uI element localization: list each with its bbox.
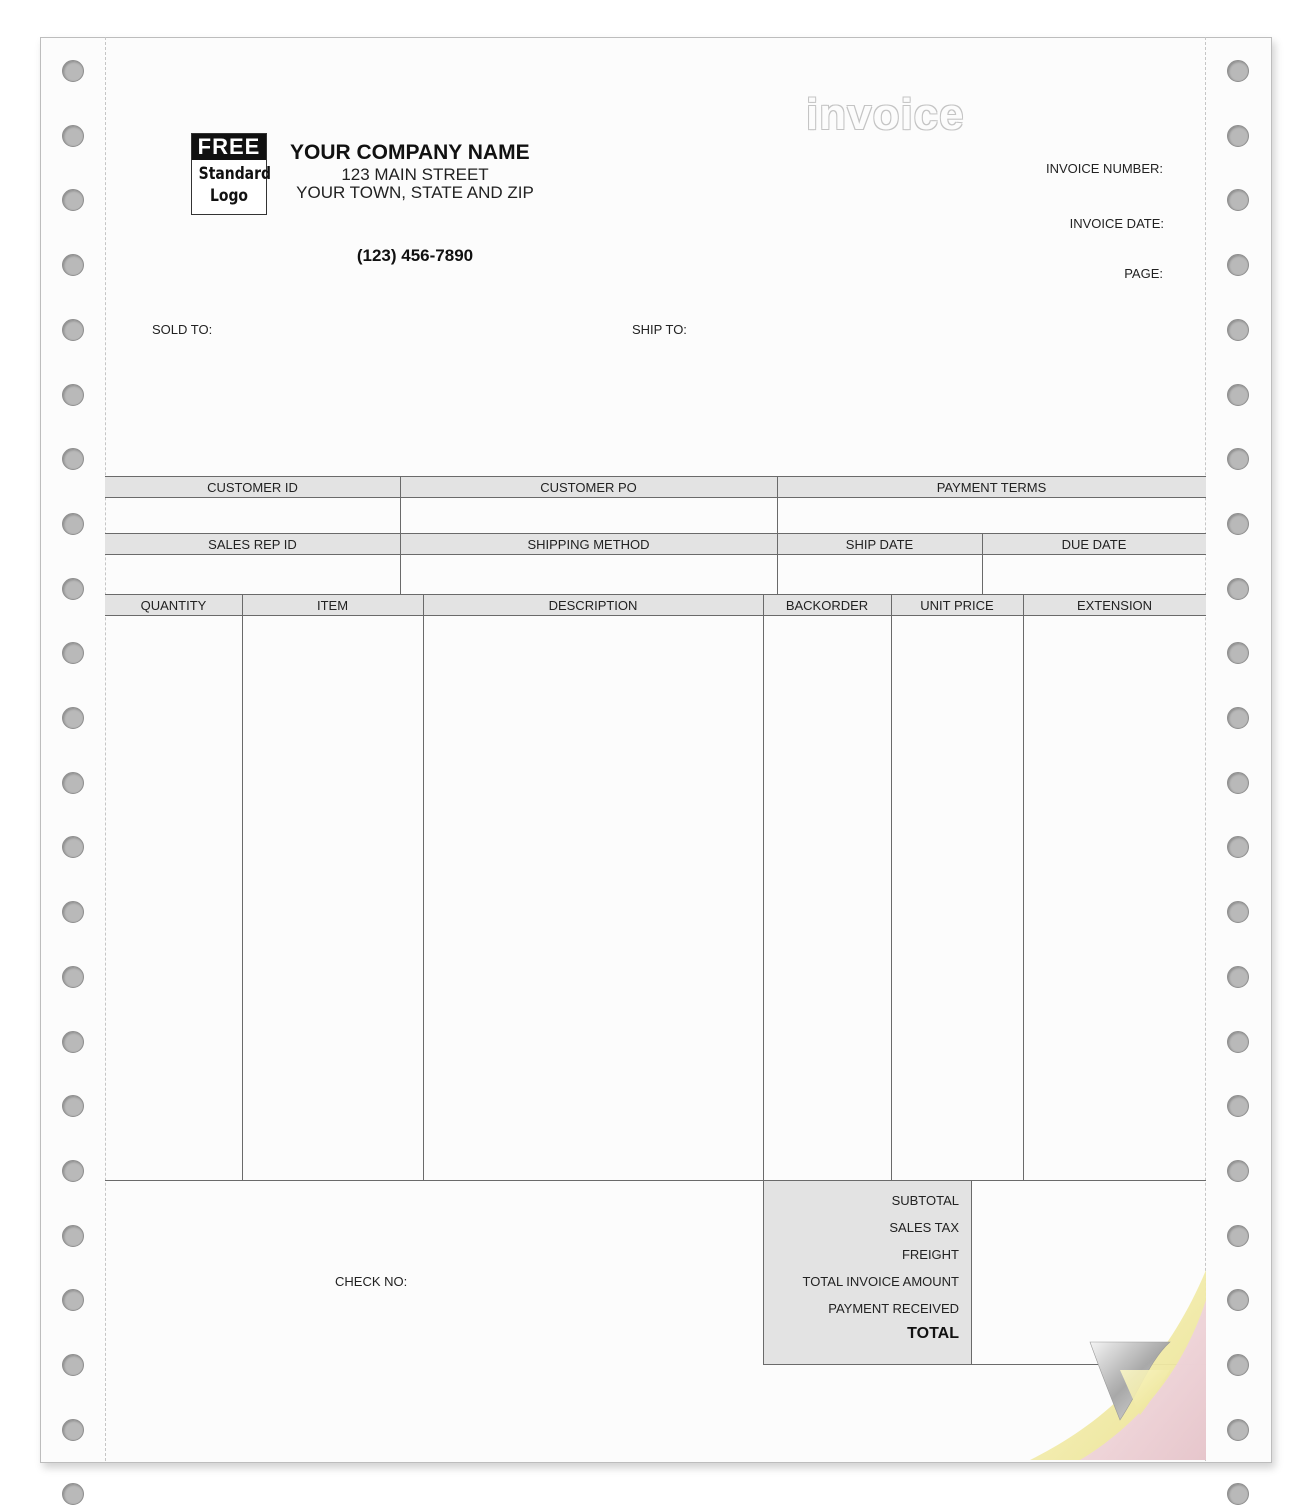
left-feed-hole: [62, 1483, 84, 1505]
page-label: PAGE:: [1124, 266, 1163, 281]
left-feed-hole: [62, 60, 84, 82]
sales-rep-id-header: SALES REP ID: [105, 534, 400, 554]
sold-to-label: SOLD TO:: [152, 322, 213, 337]
customer-po-header: CUSTOMER PO: [400, 477, 777, 497]
logo-line-logo: Logo: [209, 186, 249, 206]
left-feed-hole: [62, 1160, 84, 1182]
invoice-number-label: INVOICE NUMBER:: [1045, 161, 1163, 176]
right-feed-hole: [1227, 1419, 1249, 1441]
right-feed-hole: [1227, 901, 1249, 923]
right-feed-hole: [1227, 578, 1249, 600]
left-feed-hole: [62, 901, 84, 923]
quantity-header: QUANTITY: [105, 595, 242, 615]
curled-copies-corner: [1000, 1260, 1210, 1460]
rule-items-top: [105, 594, 1206, 595]
right-feed-hole: [1227, 513, 1249, 535]
left-feed-hole: [62, 772, 84, 794]
description-header: DESCRIPTION: [423, 595, 763, 615]
divider-v1: [400, 476, 401, 594]
left-feed-hole: [62, 1354, 84, 1376]
invoice-date-label: INVOICE DATE:: [1069, 216, 1164, 231]
divider-v4: [242, 594, 243, 1181]
divider-v3: [982, 533, 983, 594]
rule-row2-header-bottom: [105, 554, 1206, 555]
left-feed-hole: [62, 966, 84, 988]
backorder-header: BACKORDER: [763, 595, 891, 615]
item-header: ITEM: [242, 595, 423, 615]
invoice-watermark: invoice: [806, 90, 965, 139]
right-feed-hole: [1227, 1225, 1249, 1247]
right-feed-hole: [1227, 384, 1249, 406]
rule-items-header-bottom: [105, 615, 1206, 616]
company-phone: (123) 456-7890: [356, 246, 474, 265]
subtotal-label: SUBTOTAL: [891, 1193, 959, 1208]
right-feed-hole: [1227, 772, 1249, 794]
left-feed-hole: [62, 1225, 84, 1247]
payment-received-label: PAYMENT RECEIVED: [828, 1301, 959, 1316]
right-perforation: [1205, 37, 1206, 1461]
right-feed-hole: [1227, 1483, 1249, 1505]
right-feed-hole: [1227, 1031, 1249, 1053]
sales-tax-label: SALES TAX: [889, 1220, 959, 1235]
divider-v2: [777, 476, 778, 594]
rule-row1-top: [105, 476, 1206, 477]
right-feed-hole: [1227, 125, 1249, 147]
logo-free-label: FREE: [192, 134, 266, 160]
total-invoice-amount-label: TOTAL INVOICE AMOUNT: [802, 1274, 959, 1289]
freight-label: FREIGHT: [901, 1247, 959, 1262]
right-feed-hole: [1227, 60, 1249, 82]
left-feed-hole: [62, 384, 84, 406]
rule-items-bottom: [105, 1180, 1206, 1181]
right-feed-hole: [1227, 1160, 1249, 1182]
unit-price-header: UNIT PRICE: [891, 595, 1023, 615]
rule-row1-header-bottom: [105, 497, 1206, 498]
right-feed-hole: [1227, 319, 1249, 341]
right-feed-hole: [1227, 707, 1249, 729]
shipping-method-header: SHIPPING METHOD: [400, 534, 777, 554]
rule-row2-top: [105, 533, 1206, 534]
ship-date-header: SHIP DATE: [777, 534, 982, 554]
company-street: 123 MAIN STREET: [341, 165, 489, 184]
ship-to-label: SHIP TO:: [632, 322, 687, 337]
left-feed-hole: [62, 578, 84, 600]
left-feed-hole: [62, 125, 84, 147]
divider-v8: [1023, 594, 1024, 1181]
company-name: YOUR COMPANY NAME: [290, 141, 530, 164]
total-label: TOTAL: [907, 1325, 959, 1342]
right-feed-hole: [1227, 254, 1249, 276]
divider-v5: [423, 594, 424, 1181]
logo: [191, 133, 271, 215]
left-feed-hole: [62, 707, 84, 729]
right-feed-hole: [1227, 1354, 1249, 1376]
company-city: YOUR TOWN, STATE AND ZIP: [296, 183, 534, 202]
invoice-sheet: [40, 37, 1272, 1463]
divider-v9: [971, 1180, 972, 1365]
left-feed-hole: [62, 319, 84, 341]
divider-v7: [891, 594, 892, 1181]
left-feed-hole: [62, 513, 84, 535]
left-feed-hole: [62, 1031, 84, 1053]
left-feed-hole: [62, 254, 84, 276]
check-no-label: CHECK NO:: [335, 1274, 408, 1289]
left-perforation: [105, 37, 106, 1461]
divider-v6: [763, 594, 764, 1365]
logo-line-standard: Standard: [198, 164, 271, 184]
extension-header: EXTENSION: [1023, 595, 1206, 615]
due-date-header: DUE DATE: [982, 534, 1206, 554]
right-feed-hole: [1227, 966, 1249, 988]
payment-terms-header: PAYMENT TERMS: [777, 477, 1206, 497]
customer-id-header: CUSTOMER ID: [105, 477, 400, 497]
left-feed-hole: [62, 1419, 84, 1441]
